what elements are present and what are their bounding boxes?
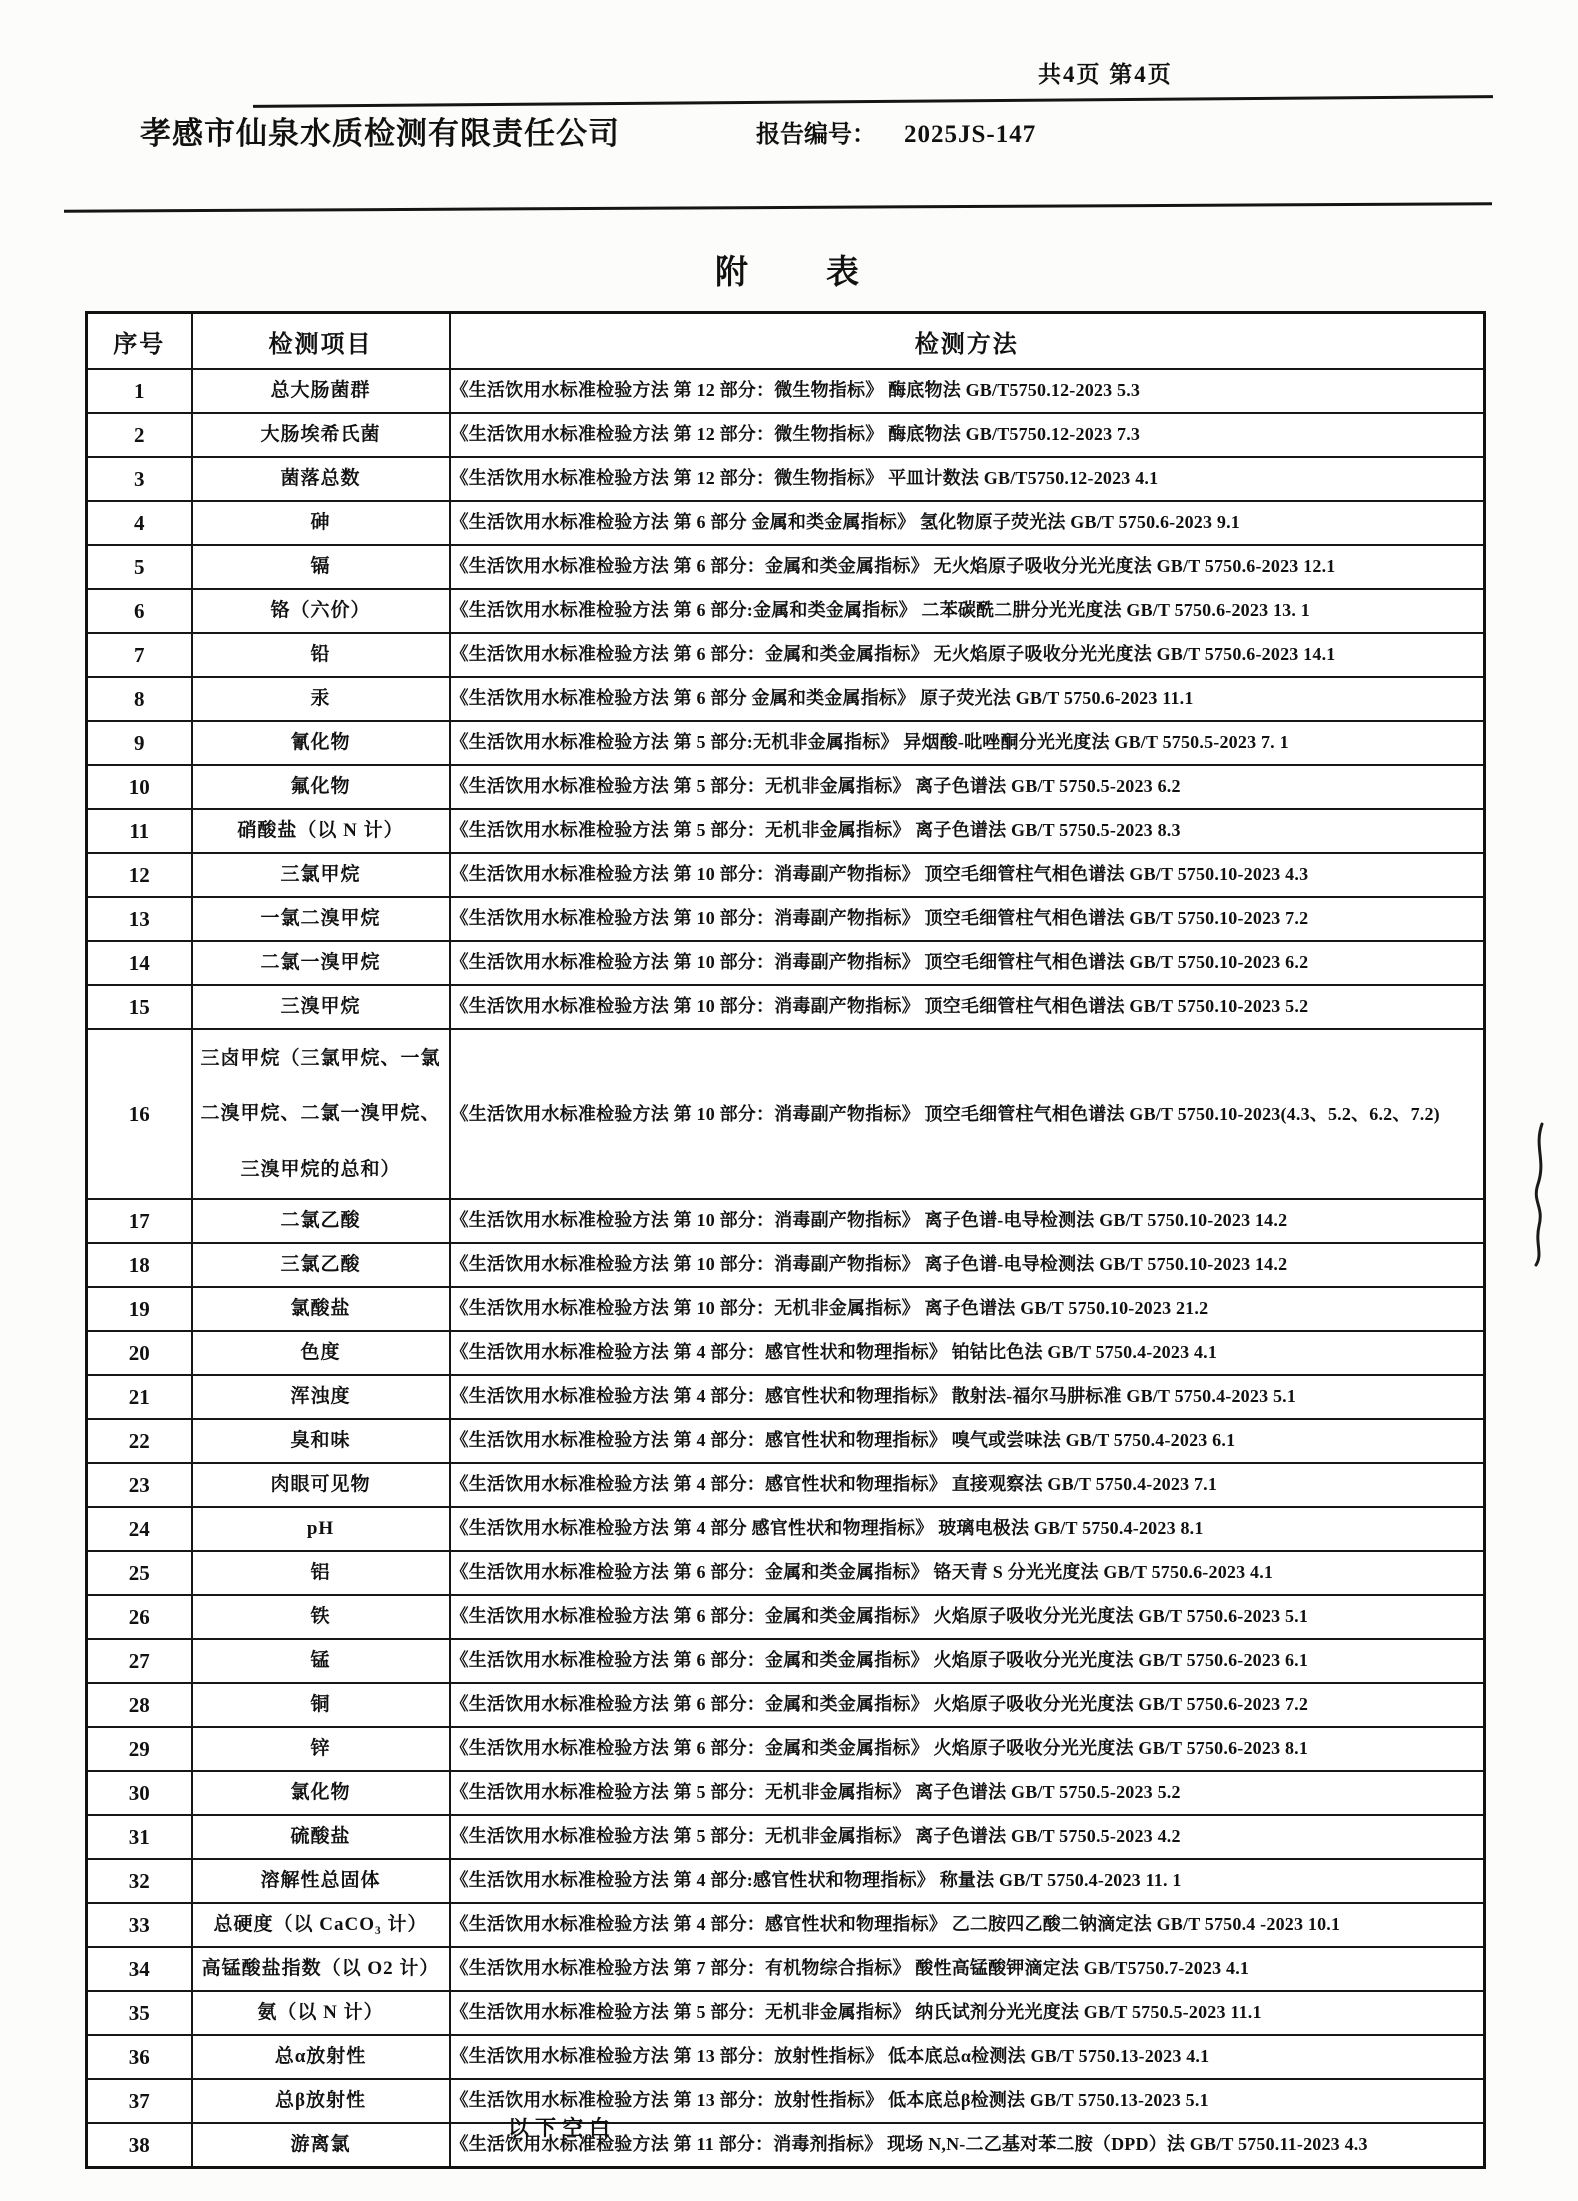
row-number-cell: 12	[87, 853, 192, 897]
table-row	[87, 853, 1485, 897]
table-row	[87, 1815, 1485, 1859]
table-row	[87, 589, 1485, 633]
method-cell: 《生活饮用水标准检验方法 第 6 部分:金属和类金属指标》 二苯碳酰二肼分光光度法 GB/T 5750.6-2023 13. 1	[450, 589, 1485, 633]
report-header	[140, 108, 1460, 153]
table-row	[87, 1727, 1485, 1771]
table-row	[87, 2079, 1485, 2123]
table-row	[87, 1029, 1485, 1199]
item-cell: 总α放射性	[192, 2035, 450, 2079]
table-row	[87, 1287, 1485, 1331]
report-number	[756, 114, 1036, 149]
row-number-cell: 5	[87, 545, 192, 589]
item-cell: 汞	[192, 677, 450, 721]
table-row	[87, 2123, 1485, 2168]
item-cell: 氨（以 N 计）	[192, 1991, 450, 2035]
method-cell: 《生活饮用水标准检验方法 第 5 部分：无机非金属指标》 离子色谱法 GB/T 5750.5-2023 4.2	[450, 1815, 1485, 1859]
table-header	[87, 313, 1485, 370]
method-cell: 《生活饮用水标准检验方法 第 13 部分：放射性指标》 低本底总β检测法 GB/T 5750.13-2023 5.1	[450, 2079, 1485, 2123]
item-cell: 肉眼可见物	[192, 1463, 450, 1507]
method-cell: 《生活饮用水标准检验方法 第 7 部分：有机物综合指标》 酸性高锰酸钾滴定法 GB/T5750.7-2023 4.1	[450, 1947, 1485, 1991]
method-cell: 《生活饮用水标准检验方法 第 6 部分 金属和类金属指标》 原子荧光法 GB/T 5750.6-2023 11.1	[450, 677, 1485, 721]
row-number-cell: 27	[87, 1639, 192, 1683]
table-row	[87, 1419, 1485, 1463]
row-number-cell: 6	[87, 589, 192, 633]
table-row	[87, 1551, 1485, 1595]
row-number-cell: 30	[87, 1771, 192, 1815]
method-cell: 《生活饮用水标准检验方法 第 4 部分：感官性状和物理指标》 铂钴比色法 GB/T 5750.4-2023 4.1	[450, 1331, 1485, 1375]
item-cell: 二氯乙酸	[192, 1199, 450, 1243]
row-number-cell: 35	[87, 1991, 192, 2035]
row-number-cell: 24	[87, 1507, 192, 1551]
item-cell: 总大肠菌群	[192, 369, 450, 413]
method-cell: 《生活饮用水标准检验方法 第 5 部分:无机非金属指标》 异烟酸-吡唑酮分光光度法 GB/T 5750.5-2023 7. 1	[450, 721, 1485, 765]
row-number-cell: 8	[87, 677, 192, 721]
row-number-cell: 38	[87, 2123, 192, 2168]
table-row	[87, 633, 1485, 677]
item-cell: 二氯一溴甲烷	[192, 941, 450, 985]
item-cell: 大肠埃希氏菌	[192, 413, 450, 457]
table-row	[87, 721, 1485, 765]
item-cell: 一氯二溴甲烷	[192, 897, 450, 941]
item-cell: 硫酸盐	[192, 1815, 450, 1859]
method-cell: 《生活饮用水标准检验方法 第 6 部分 金属和类金属指标》 氢化物原子荧光法 GB/T 5750.6-2023 9.1	[450, 501, 1485, 545]
item-cell: 菌落总数	[192, 457, 450, 501]
item-cell: 氯化物	[192, 1771, 450, 1815]
method-cell: 《生活饮用水标准检验方法 第 11 部分：消毒剂指标》 现场 N,N-二乙基对苯二胺（DPD）法 GB/T 5750.11-2023 4.3	[450, 2123, 1485, 2168]
row-number-cell: 17	[87, 1199, 192, 1243]
row-number-cell: 3	[87, 457, 192, 501]
method-cell: 《生活饮用水标准检验方法 第 10 部分：消毒副产物指标》 离子色谱-电导检测法 GB/T 5750.10-2023 14.2	[450, 1199, 1485, 1243]
table-row	[87, 809, 1485, 853]
row-number-cell: 29	[87, 1727, 192, 1771]
table-row	[87, 1331, 1485, 1375]
table-row	[87, 1595, 1485, 1639]
column-header-method: 检测方法	[450, 313, 1485, 370]
item-cell: 铬（六价）	[192, 589, 450, 633]
footer-note: 以下空白	[508, 2116, 616, 2140]
table-row	[87, 1859, 1485, 1903]
row-number-cell: 10	[87, 765, 192, 809]
method-cell: 《生活饮用水标准检验方法 第 6 部分：金属和类金属指标》 火焰原子吸收分光光度法 GB/T 5750.6-2023 6.1	[450, 1639, 1485, 1683]
company-name: 孝感市仙泉水质检测有限责任公司	[140, 116, 620, 151]
method-cell: 《生活饮用水标准检验方法 第 4 部分：感官性状和物理指标》 散射法-福尔马肼标准 GB/T 5750.4-2023 5.1	[450, 1375, 1485, 1419]
item-cell: 色度	[192, 1331, 450, 1375]
item-cell: 溶解性总固体	[192, 1859, 450, 1903]
method-cell: 《生活饮用水标准检验方法 第 6 部分：金属和类金属指标》 无火焰原子吸收分光光度法 GB/T 5750.6-2023 14.1	[450, 633, 1485, 677]
table-row	[87, 765, 1485, 809]
row-number-cell: 26	[87, 1595, 192, 1639]
row-number-cell: 33	[87, 1903, 192, 1947]
table-row	[87, 1947, 1485, 1991]
row-number-cell: 2	[87, 413, 192, 457]
table-body	[87, 369, 1485, 2168]
table-row	[87, 1683, 1485, 1727]
table-row	[87, 1375, 1485, 1419]
method-cell: 《生活饮用水标准检验方法 第 10 部分：消毒副产物指标》 离子色谱-电导检测法 GB/T 5750.10-2023 14.2	[450, 1243, 1485, 1287]
row-number-cell: 25	[87, 1551, 192, 1595]
item-cell: 锌	[192, 1727, 450, 1771]
pen-scan-mark-icon	[1524, 1122, 1552, 1267]
table-row	[87, 501, 1485, 545]
table-row	[87, 985, 1485, 1029]
table-row	[87, 457, 1485, 501]
item-cell: 高锰酸盐指数（以 O2 计）	[192, 1947, 450, 1991]
method-cell: 《生活饮用水标准检验方法 第 5 部分：无机非金属指标》 离子色谱法 GB/T 5750.5-2023 5.2	[450, 1771, 1485, 1815]
item-cell: 锰	[192, 1639, 450, 1683]
row-number-cell: 28	[87, 1683, 192, 1727]
row-number-cell: 18	[87, 1243, 192, 1287]
item-cell: 三卤甲烷（三氯甲烷、一氯二溴甲烷、二氯一溴甲烷、三溴甲烷的总和）	[192, 1029, 450, 1199]
table-row	[87, 1991, 1485, 2035]
row-number-cell: 20	[87, 1331, 192, 1375]
table-row	[87, 897, 1485, 941]
report-number-value: 2025JS-147	[904, 121, 1037, 148]
method-cell: 《生活饮用水标准检验方法 第 12 部分：微生物指标》 酶底物法 GB/T5750.12-2023 7.3	[450, 413, 1485, 457]
table-row	[87, 1243, 1485, 1287]
item-cell: 臭和味	[192, 1419, 450, 1463]
row-number-cell: 37	[87, 2079, 192, 2123]
row-number-cell: 11	[87, 809, 192, 853]
method-cell: 《生活饮用水标准检验方法 第 10 部分：消毒副产物指标》 顶空毛细管柱气相色谱法 GB/T 5750.10-2023(4.3、5.2、6.2、7.2)	[450, 1029, 1485, 1199]
row-number-cell: 16	[87, 1029, 192, 1199]
item-cell: 总硬度（以 CaCO₃ 计）	[192, 1903, 450, 1947]
table-row	[87, 1199, 1485, 1243]
method-cell: 《生活饮用水标准检验方法 第 6 部分：金属和类金属指标》 火焰原子吸收分光光度法 GB/T 5750.6-2023 7.2	[450, 1683, 1485, 1727]
table-row	[87, 1903, 1485, 1947]
row-number-cell: 4	[87, 501, 192, 545]
method-cell: 《生活饮用水标准检验方法 第 6 部分：金属和类金属指标》 火焰原子吸收分光光度法 GB/T 5750.6-2023 5.1	[450, 1595, 1485, 1639]
table-row	[87, 1507, 1485, 1551]
method-cell: 《生活饮用水标准检验方法 第 6 部分：金属和类金属指标》 无火焰原子吸收分光光度法 GB/T 5750.6-2023 12.1	[450, 545, 1485, 589]
item-cell: 砷	[192, 501, 450, 545]
method-cell: 《生活饮用水标准检验方法 第 4 部分：感官性状和物理指标》 嗅气或尝味法 GB/T 5750.4-2023 6.1	[450, 1419, 1485, 1463]
method-cell: 《生活饮用水标准检验方法 第 4 部分：感官性状和物理指标》 乙二胺四乙酸二钠滴定法 GB/T 5750.4 -2023 10.1	[450, 1903, 1485, 1947]
column-header-no: 序号	[87, 313, 192, 370]
item-cell: 游离氯	[192, 2123, 450, 2168]
item-cell: 总β放射性	[192, 2079, 450, 2123]
row-number-cell: 34	[87, 1947, 192, 1991]
item-cell: 铅	[192, 633, 450, 677]
row-number-cell: 7	[87, 633, 192, 677]
row-number-cell: 9	[87, 721, 192, 765]
row-number-cell: 31	[87, 1815, 192, 1859]
method-cell: 《生活饮用水标准检验方法 第 4 部分：感官性状和物理指标》 直接观察法 GB/T 5750.4-2023 7.1	[450, 1463, 1485, 1507]
page-number-info: 共4页 第4页	[1038, 62, 1173, 87]
item-cell: 三氯甲烷	[192, 853, 450, 897]
report-number-label: 报告编号：	[756, 122, 876, 148]
row-number-cell: 14	[87, 941, 192, 985]
method-cell: 《生活饮用水标准检验方法 第 5 部分：无机非金属指标》 离子色谱法 GB/T 5750.5-2023 6.2	[450, 765, 1485, 809]
table-header-row	[87, 313, 1485, 370]
method-cell: 《生活饮用水标准检验方法 第 10 部分：消毒副产物指标》 顶空毛细管柱气相色谱法 GB/T 5750.10-2023 4.3	[450, 853, 1485, 897]
row-number-cell: 36	[87, 2035, 192, 2079]
method-cell: 《生活饮用水标准检验方法 第 10 部分：消毒副产物指标》 顶空毛细管柱气相色谱法 GB/T 5750.10-2023 7.2	[450, 897, 1485, 941]
method-cell: 《生活饮用水标准检验方法 第 5 部分：无机非金属指标》 纳氏试剂分光光度法 GB/T 5750.5-2023 11.1	[450, 1991, 1485, 2035]
item-cell: 铁	[192, 1595, 450, 1639]
method-cell: 《生活饮用水标准检验方法 第 13 部分：放射性指标》 低本底总α检测法 GB/T 5750.13-2023 4.1	[450, 2035, 1485, 2079]
item-cell: 镉	[192, 545, 450, 589]
item-cell: 铜	[192, 1683, 450, 1727]
table-row	[87, 413, 1485, 457]
header-rule-bottom	[64, 202, 1492, 212]
column-header-item: 检测项目	[192, 313, 450, 370]
method-cell: 《生活饮用水标准检验方法 第 6 部分：金属和类金属指标》 火焰原子吸收分光光度法 GB/T 5750.6-2023 8.1	[450, 1727, 1485, 1771]
table-row	[87, 1771, 1485, 1815]
table-row	[87, 1639, 1485, 1683]
item-cell: pH	[192, 1507, 450, 1551]
item-cell: 氟化物	[192, 765, 450, 809]
method-cell: 《生活饮用水标准检验方法 第 5 部分：无机非金属指标》 离子色谱法 GB/T 5750.5-2023 8.3	[450, 809, 1485, 853]
method-cell: 《生活饮用水标准检验方法 第 12 部分：微生物指标》 平皿计数法 GB/T5750.12-2023 4.1	[450, 457, 1485, 501]
method-cell: 《生活饮用水标准检验方法 第 10 部分：消毒副产物指标》 顶空毛细管柱气相色谱法 GB/T 5750.10-2023 5.2	[450, 985, 1485, 1029]
appendix-table	[85, 311, 1486, 2169]
method-cell: 《生活饮用水标准检验方法 第 6 部分：金属和类金属指标》 铬天青 S 分光光度法 GB/T 5750.6-2023 4.1	[450, 1551, 1485, 1595]
item-cell: 硝酸盐（以 N 计）	[192, 809, 450, 853]
row-number-cell: 13	[87, 897, 192, 941]
row-number-cell: 15	[87, 985, 192, 1029]
row-number-cell: 21	[87, 1375, 192, 1419]
table-row	[87, 677, 1485, 721]
page-title: 附 表	[715, 255, 863, 291]
method-cell: 《生活饮用水标准检验方法 第 4 部分 感官性状和物理指标》 玻璃电极法 GB/T 5750.4-2023 8.1	[450, 1507, 1485, 1551]
table-row	[87, 941, 1485, 985]
table-row	[87, 1463, 1485, 1507]
method-cell: 《生活饮用水标准检验方法 第 10 部分：无机非金属指标》 离子色谱法 GB/T 5750.10-2023 21.2	[450, 1287, 1485, 1331]
row-number-cell: 23	[87, 1463, 192, 1507]
row-number-cell: 32	[87, 1859, 192, 1903]
table-row	[87, 545, 1485, 589]
item-cell: 浑浊度	[192, 1375, 450, 1419]
item-cell: 三溴甲烷	[192, 985, 450, 1029]
row-number-cell: 22	[87, 1419, 192, 1463]
table-row	[87, 369, 1485, 413]
item-cell: 铝	[192, 1551, 450, 1595]
method-cell: 《生活饮用水标准检验方法 第 12 部分：微生物指标》 酶底物法 GB/T5750.12-2023 5.3	[450, 369, 1485, 413]
item-cell: 氰化物	[192, 721, 450, 765]
row-number-cell: 19	[87, 1287, 192, 1331]
table-row	[87, 2035, 1485, 2079]
item-cell: 氯酸盐	[192, 1287, 450, 1331]
row-number-cell: 1	[87, 369, 192, 413]
method-cell: 《生活饮用水标准检验方法 第 10 部分：消毒副产物指标》 顶空毛细管柱气相色谱法 GB/T 5750.10-2023 6.2	[450, 941, 1485, 985]
header-rule-top	[253, 95, 1493, 108]
method-cell: 《生活饮用水标准检验方法 第 4 部分:感官性状和物理指标》 称量法 GB/T 5750.4-2023 11. 1	[450, 1859, 1485, 1903]
item-cell: 三氯乙酸	[192, 1243, 450, 1287]
